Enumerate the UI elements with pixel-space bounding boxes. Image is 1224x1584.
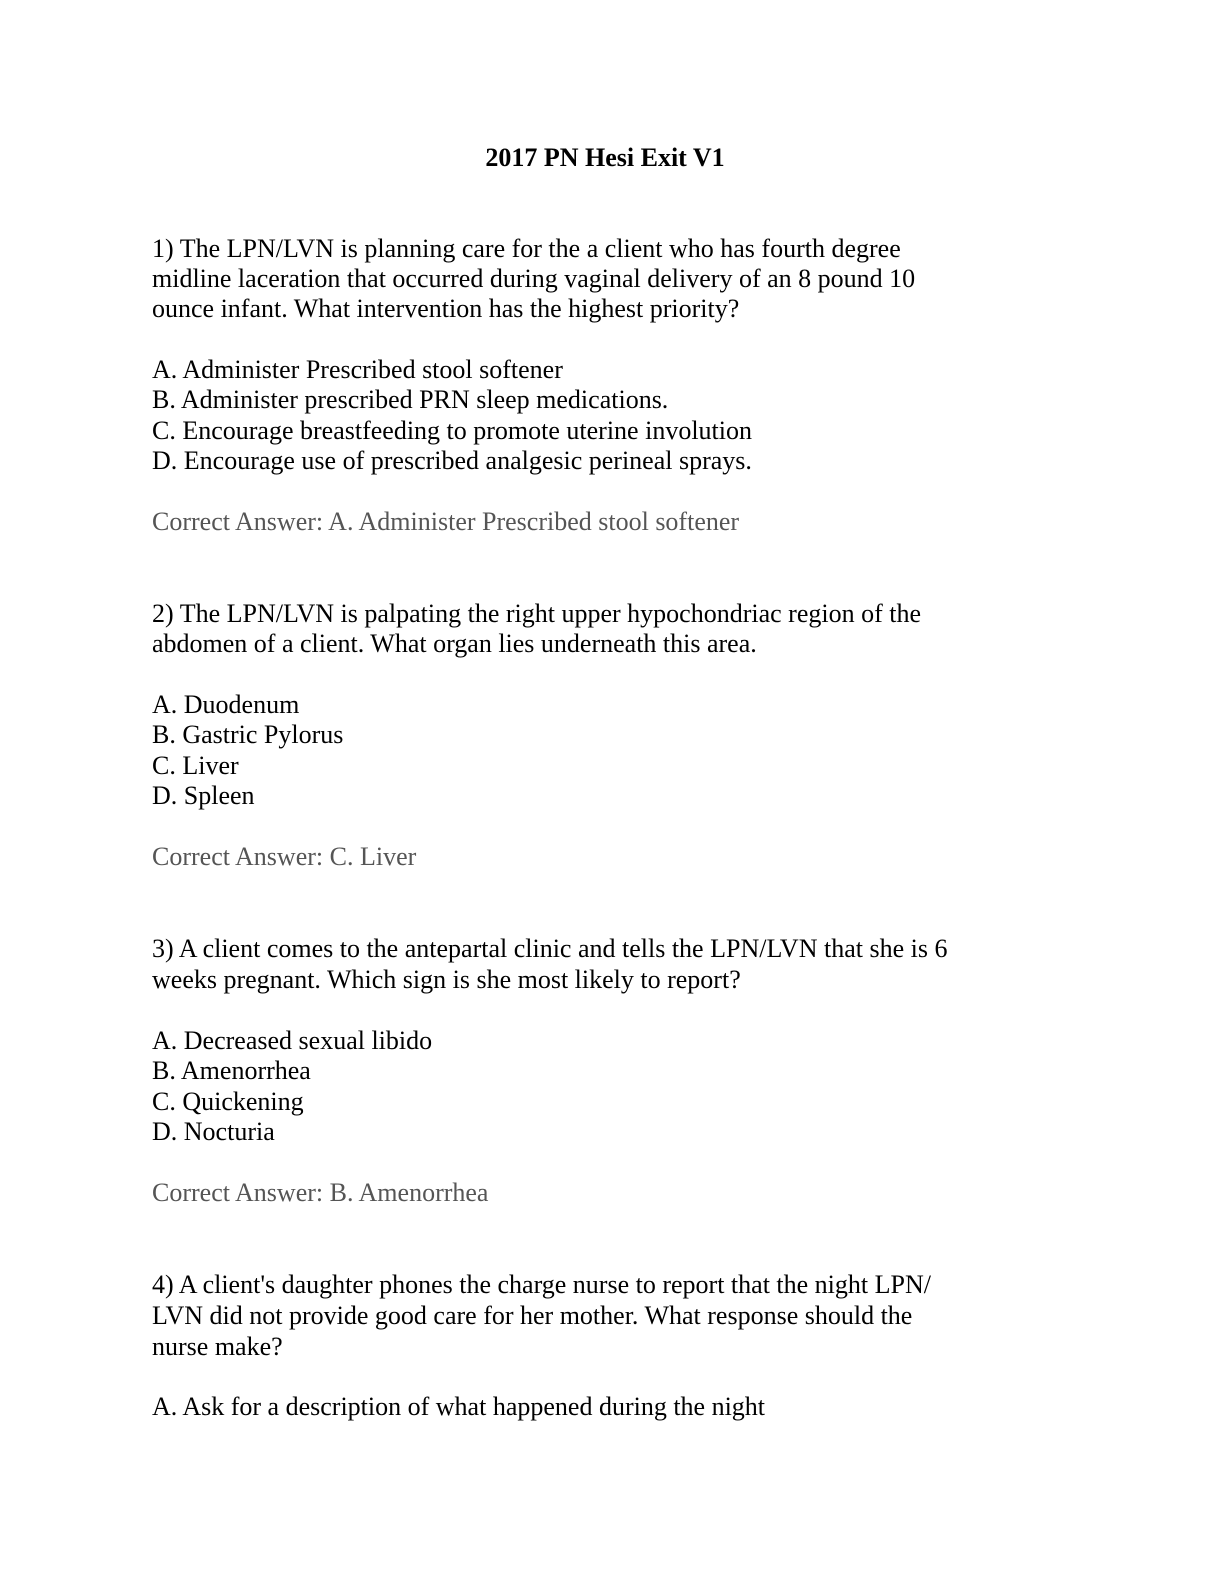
- question-text-line: 3) A client comes to the antepartal clinic and tells the LPN/LVN that she is 6: [152, 934, 948, 963]
- answer-option: B. Gastric Pylorus: [152, 720, 344, 749]
- answer-option: A. Duodenum: [152, 690, 300, 719]
- question-text-line: ounce infant. What intervention has the highest priority?: [152, 294, 740, 323]
- correct-answer: Correct Answer: B. Amenorrhea: [152, 1178, 489, 1207]
- answer-option: D. Encourage use of prescribed analgesic perineal sprays.: [152, 446, 752, 475]
- answer-option: A. Administer Prescribed stool softener: [152, 355, 563, 384]
- answer-option: D. Nocturia: [152, 1117, 275, 1146]
- answer-option: B. Amenorrhea: [152, 1056, 311, 1085]
- question-text-line: LVN did not provide good care for her mother. What response should the: [152, 1301, 913, 1330]
- question-text-line: midline laceration that occurred during vaginal delivery of an 8 pound 10: [152, 264, 916, 293]
- question-text-line: nurse make?: [152, 1332, 283, 1361]
- question-text-line: abdomen of a client. What organ lies underneath this area.: [152, 629, 757, 658]
- question-text-line: weeks pregnant. Which sign is she most likely to report?: [152, 965, 741, 994]
- answer-option: B. Administer prescribed PRN sleep medications.: [152, 385, 669, 414]
- question-text-line: 2) The LPN/LVN is palpating the right upper hypochondriac region of the: [152, 599, 922, 628]
- answer-option: A. Ask for a description of what happened during the night: [152, 1392, 766, 1421]
- answer-option: C. Liver: [152, 751, 239, 780]
- answer-option: C. Quickening: [152, 1087, 304, 1116]
- page-title: 2017 PN Hesi Exit V1: [485, 143, 725, 172]
- correct-answer: Correct Answer: A. Administer Prescribed stool softener: [152, 507, 740, 536]
- answer-option: D. Spleen: [152, 781, 255, 810]
- question-text-line: 4) A client's daughter phones the charge nurse to report that the night LPN/: [152, 1270, 931, 1299]
- answer-option: A. Decreased sexual libido: [152, 1026, 433, 1055]
- correct-answer: Correct Answer: C. Liver: [152, 842, 417, 871]
- question-text-line: 1) The LPN/LVN is planning care for the a client who has fourth degree: [152, 234, 901, 263]
- answer-option: C. Encourage breastfeeding to promote uterine involution: [152, 416, 752, 445]
